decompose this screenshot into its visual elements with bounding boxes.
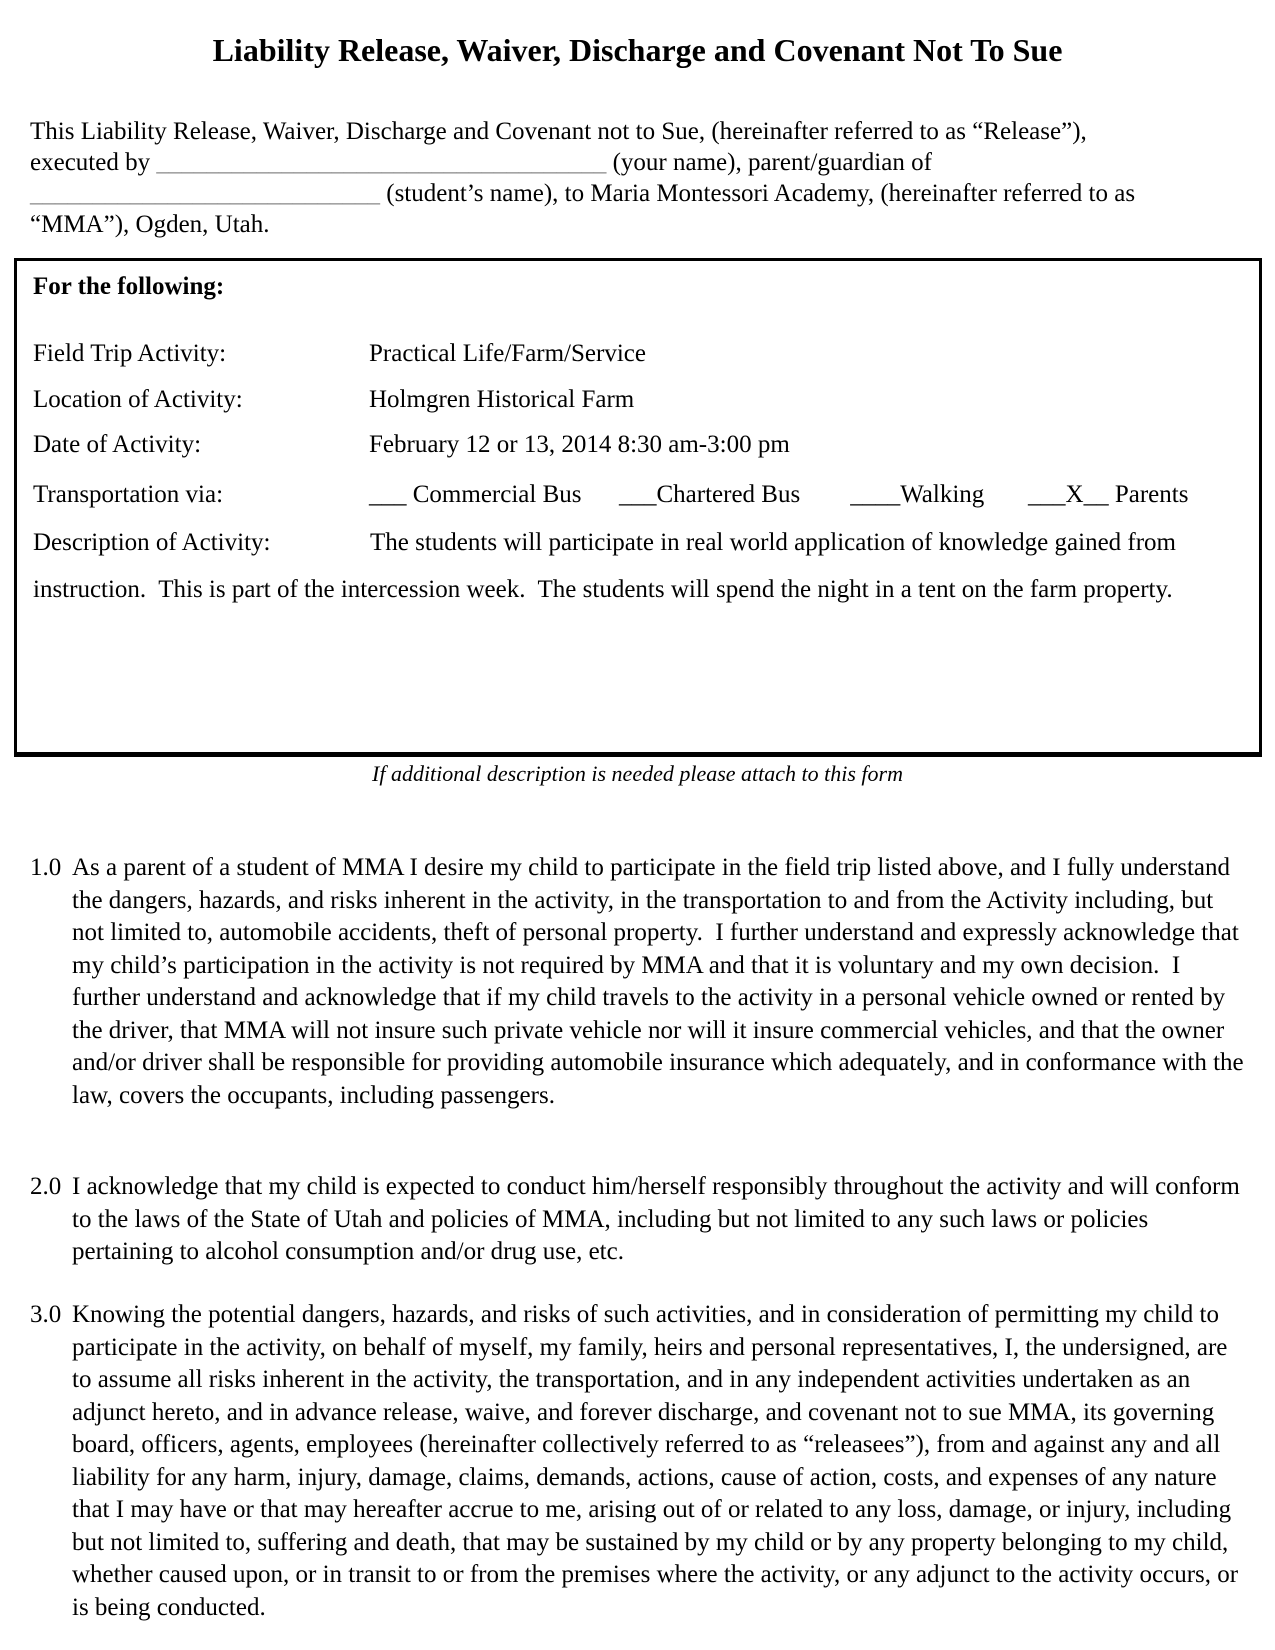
transportation-via-value: ___ Commercial Bus ___Chartered Bus ____Walking ___X__ Parents (369, 481, 1189, 508)
section-3-text: Knowing the potential dangers, hazards, and risks of such activities, and in consideration of permitting my child to participate in the activity, on behalf of myself, my family, heirs and personal representatives, I, the undersigned, are to assume all risks inherent in the activity, the transportation, and in any independent activities undertaken as an adjunct hereto, and in advance release, waive, and forever discharge, and covenant not to sue MMA, its governing board, officers, agents, employees (hereinafter collectively referred to as “releasees”), from and against any and all liability for any harm, injury, damage, claims, demands, actions, cause of action, costs, and expenses of any nature that I may have or that may hereafter accrue to me, arising out of or related to any loss, damage, or injury, including but not limited to, suffering and death, that may be sustained by my child or by any property belonging to my child, whether caused upon, or in transit to or from the premises where the activity, or any adjunct to the activity occurs, or is being conducted. (72, 1301, 1245, 1621)
section-3-number: 3.0 (30, 1301, 62, 1328)
intro-line-1: This Liability Release, Waiver, Discharge and Covenant not to Sue, (hereinafter referred to as “Release”), (30, 118, 1087, 145)
your-name-blank: ____________________________________ (156, 149, 607, 176)
section-1-text: As a parent of a student of MMA I desire my child to participate in the field trip listed above, and I fully understand the dangers, hazards, and risks inherent in the activity, in the transportation to and from the Activity including, but not limited to, automobile accidents, theft of personal property. I further understand and expressly acknowledge that my child’s participation in the activity is not required by MMA and that it is voluntary and my own decision. I further understand and acknowledge that if my child travels to the activity in a personal vehicle owned or rented by the driver, that MMA will not insure such private vehicle nor will it insure commercial vehicles, and that the owner and/or driver shall be responsible for providing automobile insurance which adequately, and in conformance with the law, covers the occupants, including passengers. (72, 854, 1250, 1109)
page-title: Liability Release, Waiver, Discharge and Covenant Not To Sue (212, 32, 1063, 69)
intro-line-2-prefix: executed by (30, 149, 157, 176)
description-of-activity-block (33, 519, 1257, 613)
description-of-activity-value: The students will participate in real world application of knowledge gained from instruction. This is part of the intercession week. The students will spend the night in a tent on the farm property. (33, 529, 1183, 603)
section-3 (30, 1299, 1250, 1624)
description-of-activity-label: Description of Activity: (33, 529, 271, 556)
section-1 (30, 852, 1250, 1112)
field-trip-activity-value: Practical Life/Farm/Service (369, 340, 646, 367)
date-of-activity-value: February 12 or 13, 2014 8:30 am-3:00 pm (369, 431, 790, 458)
field-trip-activity-label: Field Trip Activity: (33, 340, 227, 367)
intro-line-2-suffix: (your name), parent/guardian of (606, 149, 932, 176)
intro-line-4: “MMA”), Ogden, Utah. (30, 211, 270, 238)
student-name-blank: ____________________________ (30, 180, 380, 207)
additional-description-note: If additional description is needed please attach to this form (372, 761, 903, 786)
intro-line-3-suffix: (student’s name), to Maria Montessori Academy, (hereinafter referred to as (380, 180, 1136, 207)
details-box (14, 258, 1262, 757)
section-2-text: I acknowledge that my child is expected to conduct him/herself responsibly throughout the activity and will conform to the laws of the State of Utah and policies of MMA, including but not limited to any such laws or policies pertaining to alcohol consumption and/or drug use, etc. (72, 1173, 1247, 1265)
details-box-heading: For the following: (33, 273, 225, 300)
intro-line-3 (30, 178, 1226, 209)
intro-paragraph (30, 116, 1226, 240)
intro-line-2 (30, 147, 1226, 178)
section-2-number: 2.0 (30, 1173, 62, 1200)
section-2 (30, 1171, 1250, 1269)
section-1-number: 1.0 (30, 854, 62, 881)
location-of-activity-label: Location of Activity: (33, 386, 243, 413)
location-of-activity-value: Holmgren Historical Farm (369, 386, 635, 413)
date-of-activity-label: Date of Activity: (33, 431, 202, 458)
transportation-via-label: Transportation via: (33, 481, 224, 508)
